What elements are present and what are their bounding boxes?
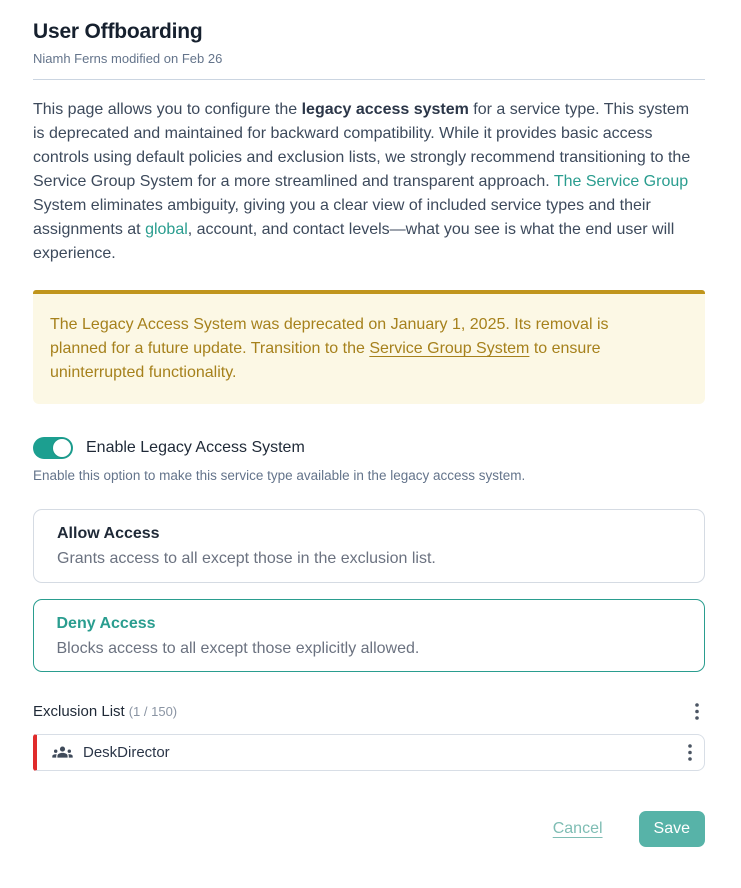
- intro-paragraph: [33, 98, 705, 266]
- cancel-button[interactable]: Cancel: [552, 820, 603, 837]
- toggle-knob: [53, 439, 71, 457]
- deprecation-warning-banner: [33, 290, 705, 404]
- warning-text-1: The Legacy Access System was deprecated on January 1, 2025. Its removal is planned for a future update. Transition to the: [50, 316, 609, 357]
- kebab-icon: [695, 703, 699, 720]
- page-title: User Offboarding: [33, 20, 203, 43]
- exclusion-list-header: [33, 699, 705, 724]
- toggle-helper-text: Enable this option to make this service type available in the legacy access system.: [33, 468, 526, 483]
- exclusion-list-menu-button[interactable]: [689, 699, 705, 724]
- intro-bold-legacy-access-system: legacy access system: [301, 101, 469, 118]
- intro-text-1: This page allows you to configure the: [33, 101, 302, 118]
- enable-legacy-toggle[interactable]: [33, 437, 73, 459]
- exclusion-item-menu-button[interactable]: [682, 740, 698, 765]
- exclusion-item-name: DeskDirector: [83, 744, 170, 761]
- allow-access-description: Grants access to all except those in the exclusion list.: [57, 550, 436, 567]
- toggle-label: Enable Legacy Access System: [86, 439, 305, 456]
- exclusion-list-title: [33, 703, 177, 721]
- warning-text: [50, 313, 669, 385]
- intro-text-2: for a service type. This system is deprecated and maintained for backward compatibility. While it provides basic access controls using default policies and exclusion lists, we strongly recommend transitioning to the Service Group System for a more streamlined and transparent approach.: [33, 101, 691, 190]
- header-divider: [33, 79, 705, 80]
- allow-access-title: Allow Access: [57, 525, 160, 542]
- allow-access-card[interactable]: [33, 509, 705, 583]
- enable-legacy-toggle-row: [33, 437, 705, 459]
- modified-info: Niamh Ferns modified on Feb 26: [33, 51, 223, 66]
- deny-access-title: Deny Access: [56, 614, 156, 632]
- warning-service-group-link[interactable]: Service Group System: [369, 340, 530, 357]
- exclusion-list-label: Exclusion List: [33, 702, 125, 720]
- service-group-link[interactable]: The Service Group: [553, 173, 689, 190]
- deny-access-description: Blocks access to all except those explicitly allowed.: [56, 639, 420, 657]
- footer-actions: [33, 811, 705, 847]
- people-group-icon: [52, 744, 73, 761]
- save-button[interactable]: Save: [639, 811, 705, 847]
- warning-text-2: to ensure uninterrupted functionality.: [50, 340, 601, 381]
- exclusion-item-row: [33, 734, 705, 771]
- global-link[interactable]: global: [145, 221, 188, 238]
- kebab-icon: [688, 744, 692, 761]
- intro-text-4: , account, and contact levels—what you see is what the end user will experience.: [33, 221, 675, 262]
- intro-text-3: System eliminates ambiguity, giving you a clear view of included service types and their assignments at: [33, 197, 651, 238]
- deny-access-card[interactable]: [33, 599, 705, 672]
- exclusion-list-count: (1 / 150): [128, 703, 178, 719]
